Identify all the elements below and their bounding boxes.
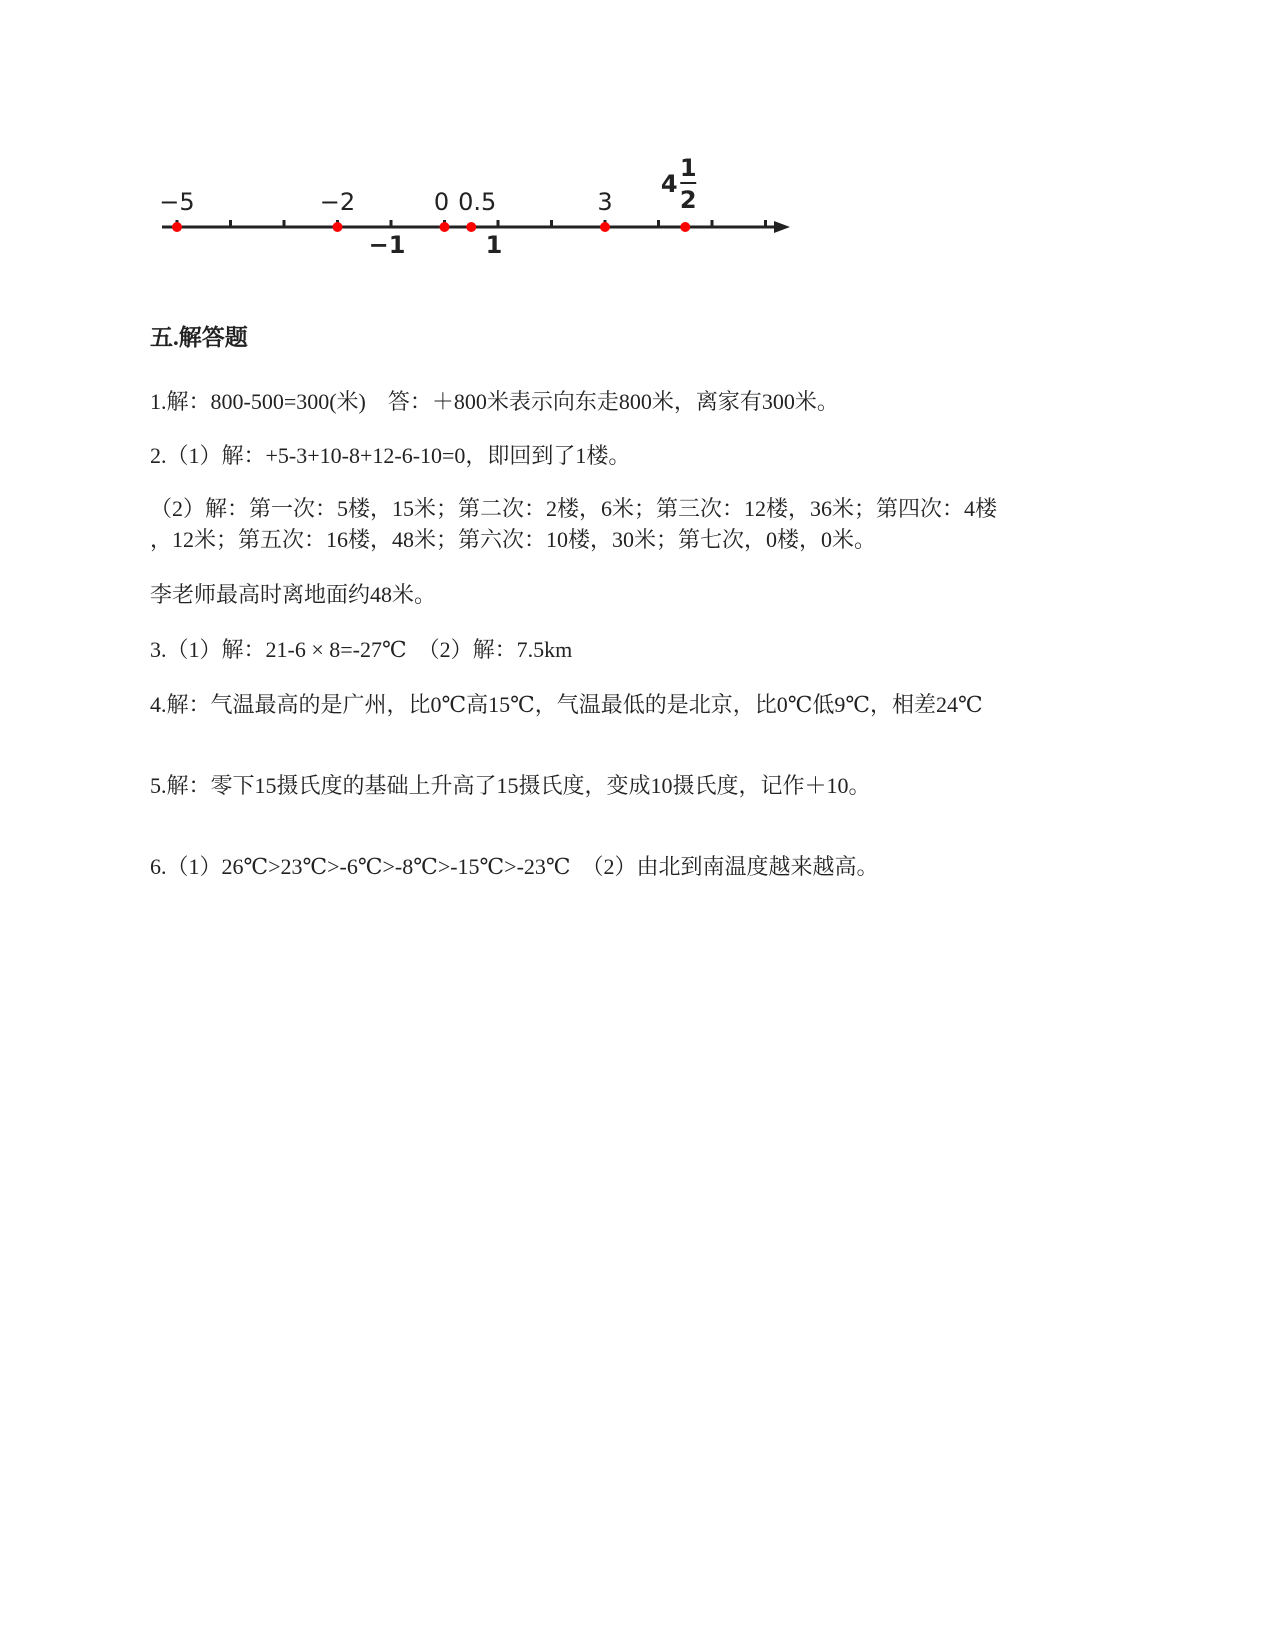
answer-6: 6.（1）26℃>23℃>-6℃>-8℃>-15℃>-23℃ （2）由北到南温度越来越高。	[150, 854, 879, 879]
point-marker	[466, 222, 476, 232]
answer-2-conclusion: 李老师最高时离地面约48米。	[150, 582, 437, 607]
point-marker	[680, 222, 690, 232]
answer-1: 1.解：800-500=300(米) 答：＋800米表示向东走800米，离家有300米。	[150, 389, 839, 414]
section-title: 五.解答题	[150, 325, 248, 350]
answer-2-part-2-line-1: （2）解：第一次：5楼，15米；第二次：2楼，6米；第三次：12楼，36米；第四次：4楼	[150, 496, 998, 521]
answer-3: 3.（1）解：21-6 × 8=-27℃ （2）解：7.5km	[150, 637, 573, 662]
point-label-numerator: 1	[679, 154, 697, 182]
answer-5: 5.解：零下15摄氏度的基础上升高了15摄氏度，变成10摄氏度，记作＋10。	[150, 773, 871, 798]
point-marker	[600, 222, 610, 232]
point-label: −2	[319, 188, 356, 216]
point-label: 0	[433, 188, 450, 216]
answer-4: 4.解：气温最高的是广州，比0℃高15℃，气温最低的是北京，比0℃低9℃，相差24℃	[150, 692, 983, 717]
number-line-figure	[150, 150, 810, 265]
point-label: −5	[159, 188, 195, 216]
below-label: 1	[485, 231, 503, 259]
point-label: 3	[597, 188, 613, 216]
axis-arrow	[774, 221, 790, 233]
below-label: −1	[368, 231, 406, 259]
number-line-labels	[159, 154, 696, 259]
answer-2-part-1: 2.（1）解：+5-3+10-8+12-6-10=0，即回到了1楼。	[150, 443, 631, 468]
answer-2-part-2-line-2: ，12米；第五次：16楼，48米；第六次：10楼，30米；第七次，0楼，0米。	[150, 527, 877, 552]
point-marker	[172, 222, 182, 232]
point-label-denominator: 2	[679, 186, 697, 214]
point-marker	[333, 222, 343, 232]
point-label: 0.5	[458, 188, 497, 216]
point-label-whole: 4	[660, 170, 678, 198]
point-marker	[440, 222, 450, 232]
